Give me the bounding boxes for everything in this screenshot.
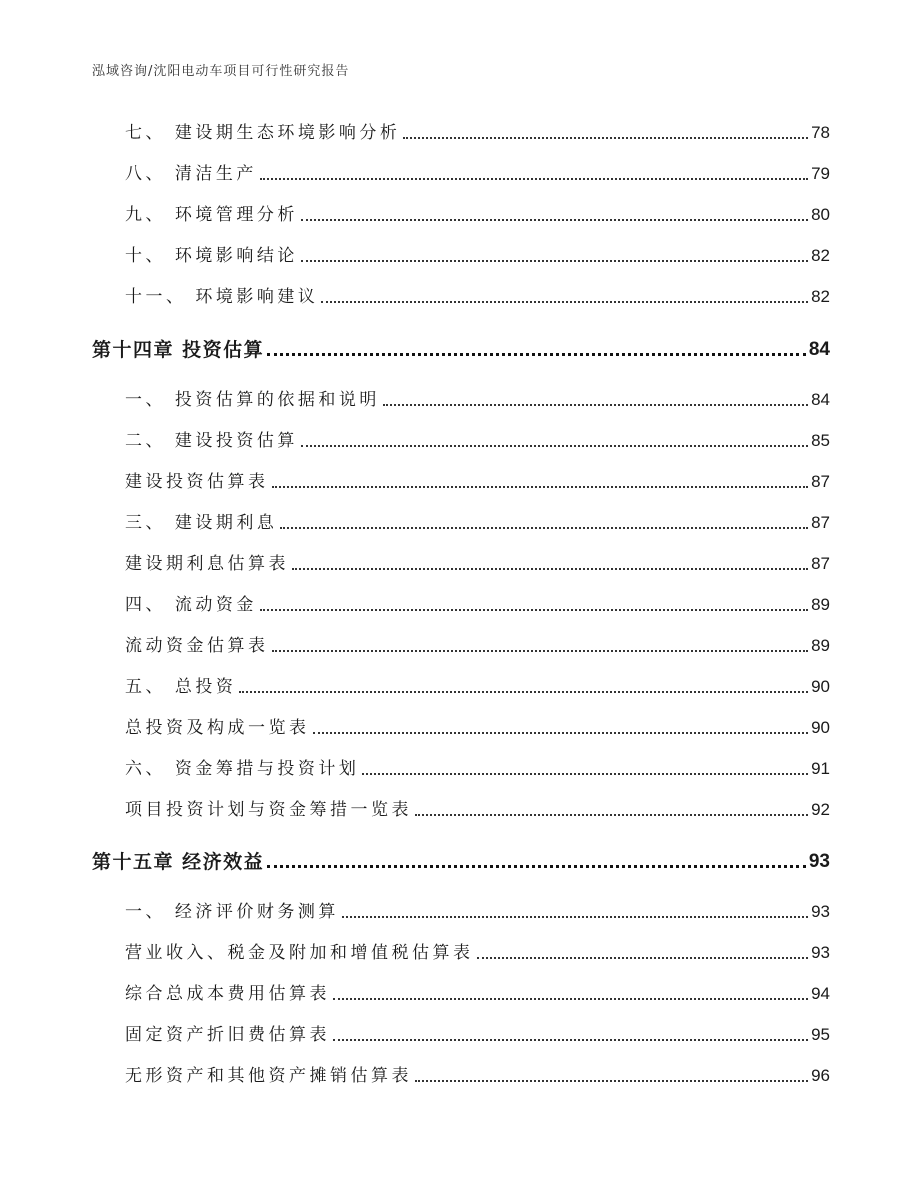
toc-entry-page: 80 (811, 205, 830, 224)
toc-entry-label: 四、 流动资金 (125, 595, 257, 615)
toc-leader-dots (477, 957, 809, 959)
toc-leader-dots (272, 650, 809, 652)
toc-entry-page: 94 (811, 984, 830, 1003)
toc-entry-page: 87 (811, 472, 830, 491)
toc-entry[interactable] (92, 895, 830, 923)
toc-chapter-page: 93 (808, 851, 830, 872)
toc-entry-page: 78 (811, 123, 830, 142)
toc-entry-label: 固定资产折旧费估算表 (125, 1025, 330, 1045)
toc-entry-label: 六、 资金筹措与投资计划 (125, 759, 360, 779)
toc-entry-page: 82 (811, 287, 830, 306)
toc-entry[interactable] (92, 670, 830, 698)
toc-leader-dots (260, 178, 808, 180)
toc-leader-dots (321, 301, 808, 303)
toc-chapter-page: 84 (808, 339, 830, 360)
toc-entry[interactable] (92, 239, 830, 267)
toc-leader-dots (415, 1080, 808, 1082)
toc-leader-dots (333, 1039, 808, 1041)
toc-entry-label: 建设投资估算表 (125, 472, 269, 492)
toc-entry-label: 无形资产和其他资产摊销估算表 (125, 1066, 412, 1086)
toc-entry[interactable] (92, 936, 830, 964)
toc-entry-page: 79 (811, 164, 830, 183)
toc-entry-page: 84 (811, 390, 830, 409)
toc-entry-label: 一、 经济评价财务测算 (125, 902, 339, 922)
toc-entry-label: 建设期利息估算表 (125, 554, 289, 574)
toc-entry-label: 流动资金估算表 (125, 636, 269, 656)
toc-entry-page: 85 (811, 431, 830, 450)
toc-entry-label: 七、 建设期生态环境影响分析 (125, 123, 401, 143)
toc-entry[interactable] (92, 793, 830, 821)
toc-entry[interactable] (92, 1059, 830, 1087)
toc-leader-dots (272, 486, 809, 488)
toc-entry-label: 总投资及构成一览表 (125, 718, 310, 738)
toc-entry-page: 90 (811, 677, 830, 696)
toc-entry[interactable] (92, 465, 830, 493)
toc-entry-page: 92 (811, 800, 830, 819)
toc-entry[interactable] (92, 198, 830, 226)
toc-leader-dots (301, 445, 808, 447)
toc-entry-page: 93 (811, 943, 830, 962)
toc-chapter-label: 第十四章 投资估算 (92, 339, 265, 361)
toc-leader-dots (267, 865, 806, 868)
toc-chapter-label: 第十五章 经济效益 (92, 851, 265, 873)
toc-chapter-entry[interactable] (92, 333, 830, 361)
page-header: 泓域咨询/沈阳电动车项目可行性研究报告 (92, 64, 350, 79)
toc-leader-dots (362, 773, 808, 775)
toc-entry-label: 营业收入、税金及附加和增值税估算表 (125, 943, 474, 963)
toc-entry-label: 二、 建设投资估算 (125, 431, 298, 451)
toc-leader-dots (301, 260, 808, 262)
toc-entry-label: 三、 建设期利息 (125, 513, 278, 533)
toc-leader-dots (415, 814, 808, 816)
toc-entry[interactable] (92, 752, 830, 780)
toc-entry-page: 82 (811, 246, 830, 265)
toc-entry-page: 96 (811, 1066, 830, 1085)
toc-entry[interactable] (92, 506, 830, 534)
toc-entry-page: 93 (811, 902, 830, 921)
toc-leader-dots (280, 527, 808, 529)
toc-entry-label: 十、 环境影响结论 (125, 246, 298, 266)
toc-leader-dots (342, 916, 808, 918)
toc-entry[interactable] (92, 1018, 830, 1046)
toc-entry-page: 89 (811, 595, 830, 614)
toc-entry-label: 综合总成本费用估算表 (125, 984, 330, 1004)
toc-entry-label: 十一、 环境影响建议 (125, 287, 319, 307)
toc-entry[interactable] (92, 424, 830, 452)
toc-entry-page: 91 (811, 759, 830, 778)
toc-entry-label: 一、 投资估算的依据和说明 (125, 390, 380, 410)
toc-entry-label: 九、 环境管理分析 (125, 205, 298, 225)
toc-entry[interactable] (92, 547, 830, 575)
toc-entry-page: 89 (811, 636, 830, 655)
toc-entry[interactable] (92, 157, 830, 185)
toc-entry-label: 八、 清洁生产 (125, 164, 257, 184)
toc-entry[interactable] (92, 711, 830, 739)
toc-entry-page: 87 (811, 513, 830, 532)
toc-leader-dots (403, 137, 808, 139)
toc-leader-dots (239, 691, 808, 693)
toc-chapter-entry[interactable] (92, 845, 830, 873)
toc-entry[interactable] (92, 588, 830, 616)
toc-leader-dots (383, 404, 808, 406)
toc-leader-dots (260, 609, 808, 611)
toc-leader-dots (267, 353, 806, 356)
toc-entry[interactable] (92, 977, 830, 1005)
toc-entry[interactable] (92, 629, 830, 657)
toc-leader-dots (301, 219, 808, 221)
toc-entry-page: 95 (811, 1025, 830, 1044)
toc-leader-dots (313, 732, 809, 734)
toc-entry-label: 五、 总投资 (125, 677, 237, 697)
toc-entry[interactable] (92, 280, 830, 308)
toc-entry[interactable] (92, 383, 830, 411)
toc-leader-dots (292, 568, 808, 570)
toc-entry-label: 项目投资计划与资金筹措一览表 (125, 800, 412, 820)
toc-entry[interactable] (92, 116, 830, 144)
toc-entry-page: 90 (811, 718, 830, 737)
toc-leader-dots (333, 998, 808, 1000)
toc-entry-page: 87 (811, 554, 830, 573)
